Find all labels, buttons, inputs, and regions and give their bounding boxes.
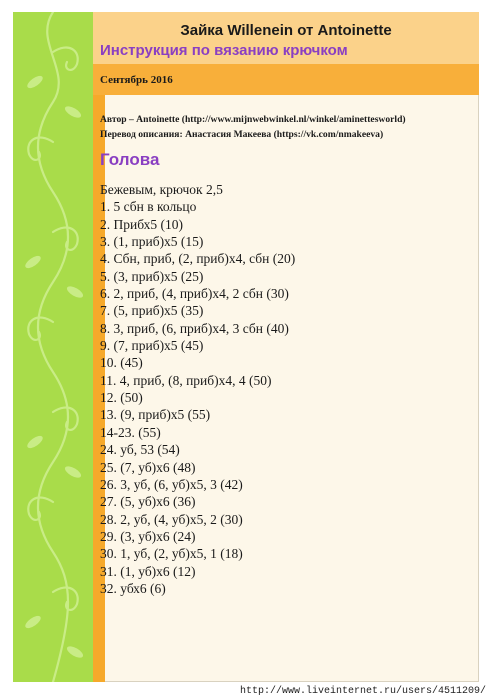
pattern-row: 27. (5, уб)х6 (36) [100,494,196,510]
pattern-row: 5. (3, приб)х5 (25) [100,268,204,284]
pattern-row: 25. (7, уб)х6 (48) [100,459,196,475]
pattern-row: 24. уб, 53 (54) [100,442,180,458]
pattern-row: 8. 3, приб, (6, приб)х4, 3 сбн (40) [100,320,289,336]
pattern-row: 14-23. (55) [100,424,161,440]
floral-swirl-icon [13,12,93,682]
pattern-row: 31. (1, уб)х6 (12) [100,563,196,579]
pattern-row: 3. (1, приб)х5 (15) [100,234,204,250]
translation-credit: Перевод описания: Анастасия Макеева (https://vk.com/nmakeeva) [100,129,384,140]
pattern-row: 28. 2, уб, (4, уб)х5, 2 (30) [100,511,243,527]
pattern-row: 2. Прибх5 (10) [100,216,183,232]
pattern-row: 32. убх6 (6) [100,580,166,596]
pattern-row: 4. Сбн, приб, (2, приб)х4, сбн (20) [100,251,296,267]
credits-block [100,112,475,142]
pattern-rows-list [100,181,295,597]
pattern-row: 10. (45) [100,355,143,371]
author-credit: Автор – Antoinette (http://www.mijnwebwinkel.nl/winkel/aminettesworld) [100,114,406,125]
pattern-row: 26. 3, уб, (6, уб)х5, 3 (42) [100,476,243,492]
section-title: Голова [100,150,160,169]
pattern-row: 30. 1, уб, (2, уб)х5, 1 (18) [100,546,243,562]
pattern-row: 29. (3, уб)х6 (24) [100,528,196,544]
source-watermark: http://www.liveinternet.ru/users/4511209/ [239,686,486,697]
pattern-row: 11. 4, приб, (8, приб)х4, 4 (50) [100,372,272,388]
pattern-row: 12. (50) [100,390,143,406]
pattern-row: 7. (5, приб)х5 (35) [100,303,204,319]
pattern-row: 13. (9, приб)х5 (55) [100,407,211,423]
pattern-row: 1. 5 сбн в кольцо [100,199,197,215]
document-title: Зайка Willenein от Antoinette [180,22,392,39]
pattern-row: 6. 2, приб, (4, приб)х4, 2 сбн (30) [100,286,289,302]
pattern-row: Бежевым, крючок 2,5 [100,182,223,197]
publication-date: Сентябрь 2016 [100,74,173,86]
decorative-side-strip [13,12,93,682]
document-subtitle: Инструкция по вязанию крючком [100,42,348,59]
pattern-row: 9. (7, приб)х5 (45) [100,338,204,354]
